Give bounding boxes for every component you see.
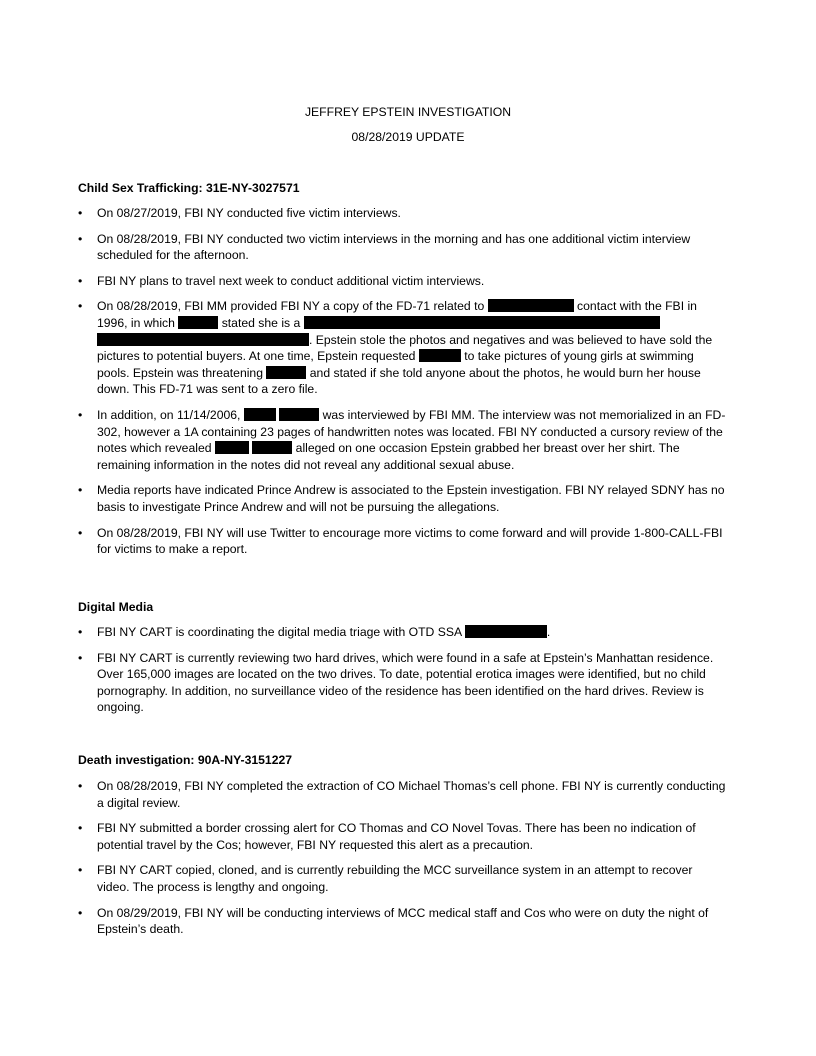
digital-media-list [78, 624, 728, 716]
bullet-text: On 08/27/2019, FBI NY conducted five victim interviews. [97, 206, 401, 220]
bullet-icon: • [78, 483, 83, 498]
text-segment: In addition, on 11/14/2006, [97, 407, 241, 422]
redaction-block [178, 316, 218, 329]
bullet-text: FBI NY plans to travel next week to conduct additional victim interviews. [97, 273, 485, 288]
bullet-icon: • [78, 273, 83, 288]
redaction-block [419, 349, 461, 362]
bullet-text [97, 299, 712, 396]
text-segment: alleged on one occasion Epstein grabbed her breast over her shirt. The remaining information in the notes did not reveal any additional sexual abuse. [97, 441, 680, 472]
bullet-icon: • [78, 863, 83, 878]
bullet-text [97, 408, 725, 472]
bullet-icon: • [78, 525, 83, 540]
list-item [78, 482, 728, 515]
list-item [78, 862, 728, 895]
bullet-icon: • [78, 905, 83, 920]
list-item [78, 231, 728, 264]
child-sex-trafficking-list [78, 205, 728, 558]
list-item [78, 650, 728, 716]
list-item [78, 298, 728, 398]
bullet-icon: • [78, 407, 83, 422]
bullet-icon: • [78, 299, 83, 314]
redaction-block [304, 316, 660, 329]
bullet-icon: • [78, 650, 83, 665]
text-segment: . [546, 625, 551, 639]
text-segment: . Epstein stole the photos and negatives and was believed to have sold the pictures to potential buyers. At one time, Epstein requested [97, 332, 713, 364]
redaction-block [279, 408, 319, 421]
list-item [78, 407, 728, 473]
redaction-block [266, 366, 306, 379]
bullet-icon: • [78, 625, 83, 639]
redaction-block [244, 408, 276, 421]
bullet-icon: • [78, 779, 83, 793]
text-segment: to take pictures of young girls at swimming pools. Epstein was threatening [97, 349, 694, 380]
bullet-icon: • [78, 231, 83, 246]
list-item [78, 525, 728, 558]
bullet-text: On 08/28/2019, FBI NY completed the extraction of CO Michael Thomas’s cell phone. FBI NY is currently conducting a digital review. [97, 779, 726, 810]
list-item [78, 820, 728, 853]
section-heading-death-investigation: Death investigation: 90A-NY-3151227 [78, 753, 293, 767]
redaction-block [488, 299, 574, 312]
bullet-text: On 08/28/2019, FBI NY conducted two victim interviews in the morning and has one additional victim interview scheduled for the afternoon. [97, 231, 691, 263]
bullet-icon: • [78, 206, 83, 220]
bullet-text: Media reports have indicated Prince Andrew is associated to the Epstein investigation. FBI NY relayed SDNY has no basis to investigate Prince Andrew and will not be pursuing the allegations. [97, 483, 725, 514]
text-segment: contact with the FBI in 1996, in which [97, 299, 697, 330]
text-segment: On 08/28/2019, FBI MM provided FBI NY a copy of the FD-71 related to [97, 299, 485, 314]
bullet-text: FBI NY submitted a border crossing alert for CO Thomas and CO Novel Tovas. There has been no indication of potential travel by the Cos; however, FBI NY requested this alert as a precaution. [97, 821, 696, 852]
document-title: JEFFREY EPSTEIN INVESTIGATION [304, 105, 512, 119]
bullet-text: On 08/28/2019, FBI NY will use Twitter to encourage more victims to come forward and will provide 1-800-CALL-FBI for victims to make a report. [97, 525, 723, 557]
bullet-icon: • [78, 821, 83, 836]
list-item [78, 273, 728, 290]
list-item [78, 778, 728, 811]
redaction-block [97, 333, 309, 346]
list-item [78, 905, 728, 938]
section-heading-child-sex-trafficking: Child Sex Trafficking: 31E-NY-3027571 [78, 181, 300, 195]
document-date: 08/28/2019 UPDATE [351, 130, 465, 144]
redaction-block [252, 441, 292, 454]
bullet-text: FBI NY CART copied, cloned, and is currently rebuilding the MCC surveillance system in an attempt to recover video. The process is lengthy and ongoing. [97, 863, 693, 894]
bullet-text [97, 625, 550, 639]
text-segment: was interviewed by FBI MM. The interview was not memorialized in an FD-302, however a 1A containing 23 pages of handwritten notes was located. FBI NY conducted a cursory review of the notes which revealed [97, 407, 726, 456]
death-investigation-list [78, 778, 728, 938]
redaction-block [465, 625, 547, 638]
text-segment: stated she is a [221, 315, 301, 330]
text-segment: and stated if she told anyone about the photos, he would burn her house down. This FD-71 was sent to a zero file. [97, 365, 701, 397]
text-segment: FBI NY CART is coordinating the digital media triage with OTD SSA [97, 625, 462, 639]
bullet-text: On 08/29/2019, FBI NY will be conducting interviews of MCC medical staff and Cos who were on duty the night of Epstein’s death. [97, 905, 709, 937]
list-item [78, 624, 728, 641]
redaction-block [215, 441, 249, 454]
bullet-text: FBI NY CART is currently reviewing two hard drives, which were found in a safe at Epstein’s Manhattan residence. Over 165,000 images are located on the two drives. To date, potential erotica images were identified, but no child pornography. In addition, no surveillance video of the residence has been identified on the hard drives. Review is ongoing. [97, 650, 714, 715]
list-item [78, 205, 728, 222]
section-heading-digital-media: Digital Media [78, 600, 154, 614]
